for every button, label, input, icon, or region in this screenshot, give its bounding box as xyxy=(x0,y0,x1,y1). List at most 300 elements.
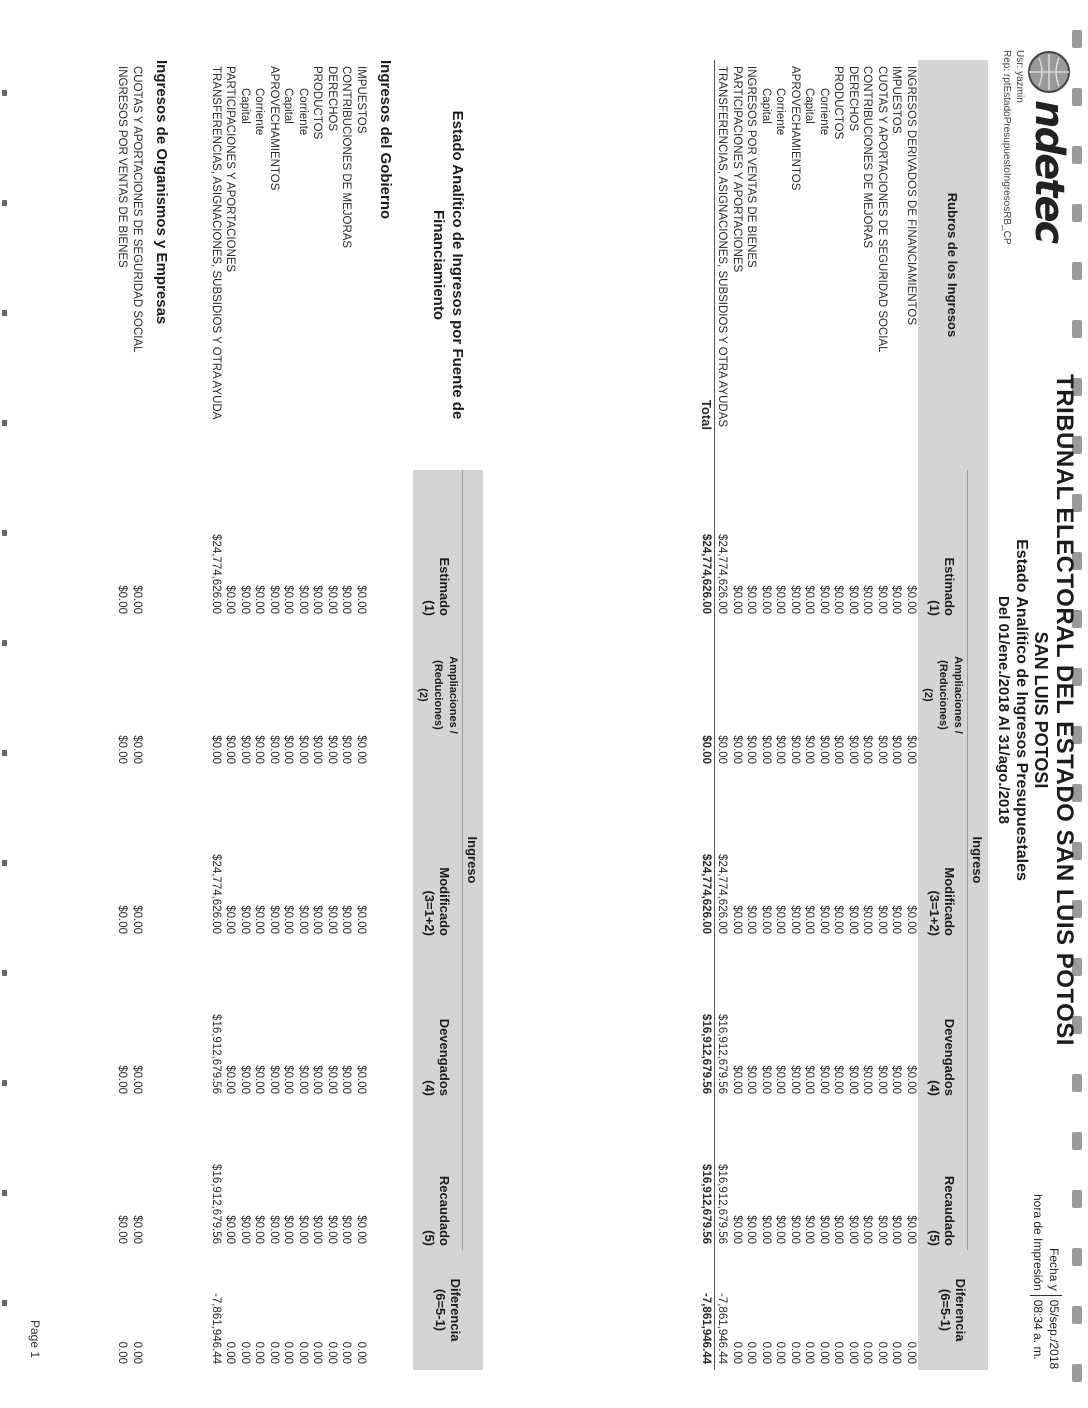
modificado-value: $0.00 xyxy=(788,905,801,934)
diferencia-value: 0.00 xyxy=(745,1341,758,1364)
modificado-value: $0.00 xyxy=(267,905,280,934)
col-modificado-formula: (3=1+2) xyxy=(927,890,943,936)
recaudado-value: $0.00 xyxy=(730,1215,743,1244)
rubro-label: Capital xyxy=(759,88,772,124)
col-recaudado xyxy=(918,1100,968,1250)
devengados-value: $0.00 xyxy=(282,1065,295,1094)
ampliaciones-value: $0.00 xyxy=(875,735,888,764)
ampliaciones-value: $0.00 xyxy=(340,735,353,764)
devengados-value: $0.00 xyxy=(774,1065,787,1094)
estimado-value: $24,774,626.00 xyxy=(209,534,222,614)
rubro-row xyxy=(904,60,919,1370)
rubro-label: PARTICIPACIONES Y APORTACIONES xyxy=(224,66,237,273)
recaudado-value: $0.00 xyxy=(340,1215,353,1244)
fuente-col-devengados xyxy=(413,940,463,1100)
col-devengados-formula: (4) xyxy=(927,1080,943,1096)
ampliaciones-value: $0.00 xyxy=(311,735,324,764)
diferencia-value: 0.00 xyxy=(846,1341,859,1364)
rubro-label: PRODUCTOS xyxy=(832,66,845,140)
rubro-label: PRODUCTOS xyxy=(311,66,324,140)
rubro-row xyxy=(860,60,875,1370)
fuente-col-modificado xyxy=(413,770,463,940)
ampliaciones-value: $0.00 xyxy=(325,735,338,764)
rubro-row xyxy=(715,60,730,1370)
rubro-label: TRANSFERENCIAS, ASIGNACIONES, SUBSIDIOS Y OTRA AYUDA xyxy=(209,66,222,420)
fuente-col-diferencia-label: Diferencia xyxy=(448,1278,463,1342)
modificado-value: $0.00 xyxy=(774,905,787,934)
fuente-col-diferencia xyxy=(413,1250,483,1370)
edge-mark xyxy=(2,420,7,426)
devengados-value: $0.00 xyxy=(116,1065,129,1094)
modificado-value: $0.00 xyxy=(730,905,743,934)
gobierno-row xyxy=(354,60,369,1370)
total-devengados: $16,912,679.56 xyxy=(699,940,715,1100)
recaudado-value: $0.00 xyxy=(282,1215,295,1244)
fuente-col-devengados-label: Devengados xyxy=(437,1018,453,1096)
recaudado-value: $0.00 xyxy=(846,1215,859,1244)
ampliaciones-value: $0.00 xyxy=(224,735,237,764)
estimado-value: $0.00 xyxy=(730,585,743,614)
modificado-value: $24,774,626.00 xyxy=(716,854,729,934)
section-gobierno-title: Ingresos del Gobierno xyxy=(377,60,394,220)
col-group-ingreso: Ingreso xyxy=(968,470,989,1250)
rubro-label: Corriente xyxy=(817,88,830,136)
modificado-value: $0.00 xyxy=(846,905,859,934)
modificado-value: $0.00 xyxy=(759,905,772,934)
ampliaciones-value: $0.00 xyxy=(774,735,787,764)
devengados-value: $0.00 xyxy=(130,1065,143,1094)
ampliaciones-value: $0.00 xyxy=(861,735,874,764)
estimado-value: $0.00 xyxy=(130,585,143,614)
scan-edge-marks xyxy=(2,0,8,1408)
rubro-row xyxy=(889,60,904,1370)
modificado-value: $0.00 xyxy=(817,905,830,934)
estimado-value: $0.00 xyxy=(238,585,251,614)
total-label: Total xyxy=(699,60,715,470)
devengados-value: $0.00 xyxy=(325,1065,338,1094)
estimado-value: $0.00 xyxy=(759,585,772,614)
recaudado-value: $0.00 xyxy=(253,1215,266,1244)
modificado-value: $0.00 xyxy=(282,905,295,934)
col-modificado-label: Modificado xyxy=(942,867,958,936)
ampliaciones-value: $0.00 xyxy=(716,735,729,764)
section-organismos-title: Ingresos de Organismos y Empresas xyxy=(153,60,170,325)
recaudado-value: $0.00 xyxy=(861,1215,874,1244)
diferencia-value: 0.00 xyxy=(875,1341,888,1364)
estimado-value: $0.00 xyxy=(846,585,859,614)
devengados-value: $0.00 xyxy=(890,1065,903,1094)
col-estimado xyxy=(918,470,968,620)
ampliaciones-value: $0.00 xyxy=(130,735,143,764)
ampliaciones-value: $0.00 xyxy=(817,735,830,764)
estimado-value: $0.00 xyxy=(817,585,830,614)
hora-label: hora de Impresión xyxy=(1030,1190,1046,1295)
recaudado-value: $0.00 xyxy=(311,1215,324,1244)
estimado-value: $0.00 xyxy=(282,585,295,614)
devengados-value: $0.00 xyxy=(861,1065,874,1094)
report-name: Estado Analítico de Ingresos Presupuestales xyxy=(1013,539,1030,881)
rubro-row xyxy=(846,60,861,1370)
logo-text: ndetec xyxy=(1026,100,1072,243)
modificado-value: $0.00 xyxy=(745,905,758,934)
diferencia-value: 0.00 xyxy=(774,1341,787,1364)
estimado-value: $0.00 xyxy=(861,585,874,614)
total-modificado: $24,774,626.00 xyxy=(699,770,715,940)
ampliaciones-value: $0.00 xyxy=(904,735,917,764)
rubro-label: APROVECHAMIENTOS xyxy=(788,66,801,191)
fuente-title: Estado Analítico de Ingresos por Fuente de Financiamiento xyxy=(413,60,483,470)
recaudado-value: $0.00 xyxy=(890,1215,903,1244)
devengados-value: $0.00 xyxy=(846,1065,859,1094)
col-recaudado-label: Recaudado xyxy=(942,1175,958,1246)
devengados-value: $0.00 xyxy=(311,1065,324,1094)
recaudado-value: $0.00 xyxy=(354,1215,367,1244)
modificado-value: $0.00 xyxy=(875,905,888,934)
rubros-table xyxy=(699,60,988,1370)
modificado-value: $0.00 xyxy=(904,905,917,934)
gobierno-row xyxy=(325,60,340,1370)
report-sheet xyxy=(10,30,1080,1400)
ampliaciones-value: $0.00 xyxy=(759,735,772,764)
recaudado-value: $0.00 xyxy=(875,1215,888,1244)
ampliaciones-value: $0.00 xyxy=(846,735,859,764)
fuente-col-estimado-label: Estimado xyxy=(437,557,453,616)
total-estimado: $24,774,626.00 xyxy=(699,470,715,620)
estimado-value: $0.00 xyxy=(253,585,266,614)
modificado-value: $0.00 xyxy=(890,905,903,934)
ampliaciones-value: $0.00 xyxy=(282,735,295,764)
estimado-value: $0.00 xyxy=(745,585,758,614)
gobierno-row xyxy=(281,60,296,1370)
col-modificado xyxy=(918,770,968,940)
rubro-label: APROVECHAMIENTOS xyxy=(267,66,280,191)
diferencia-value: 0.00 xyxy=(311,1341,324,1364)
edge-mark xyxy=(2,200,7,206)
rubro-label: PARTICIPACIONES Y APORTACIONES xyxy=(730,66,743,273)
header-left xyxy=(1000,50,1072,310)
ampliaciones-value: $0.00 xyxy=(253,735,266,764)
devengados-value: $0.00 xyxy=(788,1065,801,1094)
col-diferencia xyxy=(918,1250,988,1370)
devengados-value: $0.00 xyxy=(340,1065,353,1094)
ampliaciones-value: $0.00 xyxy=(832,735,845,764)
diferencia-value: 0.00 xyxy=(325,1341,338,1364)
recaudado-value: $0.00 xyxy=(817,1215,830,1244)
rubro-label: DERECHOS xyxy=(846,66,859,132)
recaudado-value: $16,912,679.56 xyxy=(209,1164,222,1244)
logo xyxy=(1026,50,1072,310)
devengados-value: $0.00 xyxy=(224,1065,237,1094)
devengados-value: $0.00 xyxy=(832,1065,845,1094)
edge-mark xyxy=(2,310,7,316)
rubros-table-header xyxy=(918,60,988,1370)
diferencia-value: -7,861,946.44 xyxy=(716,1293,729,1364)
edge-mark xyxy=(2,750,7,756)
rubro-label: INGRESOS POR VENTAS DE BIENES xyxy=(116,66,129,268)
gobierno-row xyxy=(267,60,282,1370)
recaudado-value: $0.00 xyxy=(803,1215,816,1244)
estimado-value: $0.00 xyxy=(832,585,845,614)
devengados-value: $16,912,679.56 xyxy=(716,1014,729,1094)
rubro-row xyxy=(802,60,817,1370)
modificado-value: $0.00 xyxy=(340,905,353,934)
diferencia-value: 0.00 xyxy=(296,1341,309,1364)
diferencia-value: 0.00 xyxy=(116,1341,129,1364)
fuente-col-estimado xyxy=(413,470,463,620)
total-ampliaciones: $0.00 xyxy=(699,620,715,770)
estimado-value: $0.00 xyxy=(116,585,129,614)
report-id-line: Rep: rptEstadoPresupuestoIngresosRB_CP xyxy=(1001,50,1012,245)
col-estimado-label: Estimado xyxy=(942,557,958,616)
devengados-value: $0.00 xyxy=(296,1065,309,1094)
rubro-label: Capital xyxy=(238,88,251,124)
gobierno-row xyxy=(209,60,224,1370)
fuente-col-modificado-formula: (3=1+2) xyxy=(422,890,438,936)
devengados-value: $0.00 xyxy=(803,1065,816,1094)
diferencia-value: 0.00 xyxy=(803,1341,816,1364)
recaudado-value: $0.00 xyxy=(296,1215,309,1244)
recaudado-value: $0.00 xyxy=(774,1215,787,1244)
report-period: Del 01/ene./2018 Al 31/ago./2018 xyxy=(995,596,1012,824)
diferencia-value: -7,861,946.44 xyxy=(209,1293,222,1364)
devengados-value: $0.00 xyxy=(745,1065,758,1094)
user-line: Usr: yazmin xyxy=(1014,50,1025,103)
col-ampliaciones-label: Ampliaciones / (Reduciones) xyxy=(937,656,964,734)
col-rubros: Rubros de los Ingresos xyxy=(918,60,988,470)
recaudado-value: $0.00 xyxy=(832,1215,845,1244)
ampliaciones-value: $0.00 xyxy=(116,735,129,764)
devengados-value: $0.00 xyxy=(354,1065,367,1094)
gobierno-row xyxy=(310,60,325,1370)
estimado-value: $0.00 xyxy=(354,585,367,614)
recaudado-value: $0.00 xyxy=(116,1215,129,1244)
diferencia-value: 0.00 xyxy=(238,1341,251,1364)
recaudado-value: $0.00 xyxy=(130,1215,143,1244)
diferencia-value: 0.00 xyxy=(224,1341,237,1364)
estimado-value: $0.00 xyxy=(904,585,917,614)
estimado-value: $0.00 xyxy=(311,585,324,614)
col-devengados xyxy=(918,940,968,1100)
col-ampliaciones-formula: (2) xyxy=(922,688,934,702)
diferencia-value: 0.00 xyxy=(730,1341,743,1364)
rubro-label: Corriente xyxy=(253,88,266,136)
fuente-col-devengados-formula: (4) xyxy=(422,1080,438,1096)
edge-mark xyxy=(2,1300,7,1306)
rubro-label: Capital xyxy=(803,88,816,124)
diferencia-value: 0.00 xyxy=(253,1341,266,1364)
diferencia-value: 0.00 xyxy=(130,1341,143,1364)
estimado-value: $0.00 xyxy=(340,585,353,614)
hora-value: 08:34 a. m. xyxy=(1031,1299,1045,1360)
recaudado-value: $0.00 xyxy=(267,1215,280,1244)
recaudado-value: $0.00 xyxy=(759,1215,772,1244)
gobierno-table xyxy=(209,60,369,1370)
organismos-row xyxy=(115,60,130,1370)
recaudado-value: $0.00 xyxy=(238,1215,251,1244)
fuente-col-recaudado-formula: (5) xyxy=(422,1230,438,1246)
rubro-row xyxy=(788,60,803,1370)
rubro-label: DERECHOS xyxy=(325,66,338,132)
gobierno-table-body xyxy=(209,60,369,1370)
rubro-label: TRANSFERENCIAS, ASIGNACIONES, SUBSIDIOS Y OTRA AYUDAS xyxy=(716,66,729,428)
recaudado-value: $16,912,679.56 xyxy=(716,1164,729,1244)
header-titles xyxy=(994,360,1078,1060)
fuente-col-diferencia-formula: (6=5-1) xyxy=(433,1288,448,1332)
estimado-value: $0.00 xyxy=(788,585,801,614)
diferencia-value: 0.00 xyxy=(832,1341,845,1364)
fuente-table xyxy=(413,60,483,1370)
devengados-value: $0.00 xyxy=(817,1065,830,1094)
rubro-label: CUOTAS Y APORTACIONES DE SEGURIDAD SOCIAL xyxy=(875,66,888,353)
estimado-value: $0.00 xyxy=(325,585,338,614)
estimado-value: $0.00 xyxy=(803,585,816,614)
diferencia-value: 0.00 xyxy=(759,1341,772,1364)
fuente-col-estimado-formula: (1) xyxy=(422,600,438,616)
estimado-value: $24,774,626.00 xyxy=(716,534,729,614)
estimado-value: $0.00 xyxy=(890,585,903,614)
diferencia-value: 0.00 xyxy=(354,1341,367,1364)
fuente-col-ampliaciones-label: Ampliaciones / (Reduciones) xyxy=(432,656,459,734)
estimado-value: $0.00 xyxy=(224,585,237,614)
diferencia-value: 0.00 xyxy=(788,1341,801,1364)
rubro-row xyxy=(730,60,745,1370)
fecha-value: 05/sep./2018 xyxy=(1047,1299,1061,1370)
modificado-value: $0.00 xyxy=(130,905,143,934)
diferencia-value: 0.00 xyxy=(817,1341,830,1364)
devengados-value: $0.00 xyxy=(730,1065,743,1094)
ampliaciones-value: $0.00 xyxy=(803,735,816,764)
rubro-row xyxy=(831,60,846,1370)
modificado-value: $0.00 xyxy=(238,905,251,934)
fuente-col-modificado-label: Modificado xyxy=(437,867,453,936)
total-diferencia: -7,861,946.44 xyxy=(699,1250,715,1370)
estimado-value: $0.00 xyxy=(774,585,787,614)
rubro-label: IMPUESTOS xyxy=(890,66,903,134)
rubro-label: IMPUESTOS xyxy=(354,66,367,134)
ampliaciones-value: $0.00 xyxy=(788,735,801,764)
recaudado-value: $0.00 xyxy=(904,1215,917,1244)
ampliaciones-value: $0.00 xyxy=(745,735,758,764)
modificado-value: $0.00 xyxy=(311,905,324,934)
rubro-label: INGRESOS POR VENTAS DE BIENES xyxy=(745,66,758,268)
estimado-value: $0.00 xyxy=(267,585,280,614)
organismos-table-body xyxy=(115,60,144,1370)
modificado-value: $0.00 xyxy=(253,905,266,934)
modificado-value: $0.00 xyxy=(354,905,367,934)
rubro-label: CUOTAS Y APORTACIONES DE SEGURIDAD SOCIAL xyxy=(130,66,143,353)
gobierno-row xyxy=(296,60,311,1370)
estimado-value: $0.00 xyxy=(875,585,888,614)
modificado-value: $0.00 xyxy=(803,905,816,934)
devengados-value: $0.00 xyxy=(238,1065,251,1094)
col-diferencia-formula: (6=5-1) xyxy=(938,1288,953,1332)
ampliaciones-value: $0.00 xyxy=(730,735,743,764)
ampliaciones-value: $0.00 xyxy=(238,735,251,764)
rubro-label: Capital xyxy=(282,88,295,124)
devengados-value: $0.00 xyxy=(875,1065,888,1094)
ampliaciones-value: $0.00 xyxy=(296,735,309,764)
devengados-value: $16,912,679.56 xyxy=(209,1014,222,1094)
rubros-table-total xyxy=(699,60,715,1370)
edge-mark xyxy=(2,1080,7,1086)
gobierno-row xyxy=(238,60,253,1370)
globe-logo-icon xyxy=(1027,50,1071,94)
devengados-value: $0.00 xyxy=(904,1065,917,1094)
ampliaciones-value: $0.00 xyxy=(890,735,903,764)
rubro-row xyxy=(759,60,774,1370)
rubro-row xyxy=(817,60,832,1370)
modificado-value: $24,774,626.00 xyxy=(209,854,222,934)
modificado-value: $0.00 xyxy=(861,905,874,934)
devengados-value: $0.00 xyxy=(267,1065,280,1094)
edge-mark xyxy=(2,640,7,646)
ampliaciones-value: $0.00 xyxy=(354,735,367,764)
rubros-table-body xyxy=(715,60,919,1370)
col-recaudado-formula: (5) xyxy=(927,1230,943,1246)
print-info xyxy=(1030,1190,1062,1390)
modificado-value: $0.00 xyxy=(224,905,237,934)
gobierno-row xyxy=(339,60,354,1370)
page-number: Page 1 xyxy=(28,1320,42,1359)
diferencia-value: 0.00 xyxy=(340,1341,353,1364)
fuente-col-ampliaciones-formula: (2) xyxy=(417,688,429,702)
devengados-value: $0.00 xyxy=(759,1065,772,1094)
recaudado-value: $0.00 xyxy=(325,1215,338,1244)
diferencia-value: 0.00 xyxy=(904,1341,917,1364)
total-recaudado: $16,912,679.56 xyxy=(699,1100,715,1250)
diferencia-value: 0.00 xyxy=(890,1341,903,1364)
ampliaciones-value: $0.00 xyxy=(209,735,222,764)
edge-mark xyxy=(2,860,7,866)
modificado-value: $0.00 xyxy=(116,905,129,934)
rubro-label: Corriente xyxy=(774,88,787,136)
recaudado-value: $0.00 xyxy=(788,1215,801,1244)
edge-mark xyxy=(2,530,7,536)
rubro-label: CONTRIBUCIONES DE MEJORAS xyxy=(340,66,353,249)
diferencia-value: 0.00 xyxy=(861,1341,874,1364)
fuente-col-recaudado xyxy=(413,1100,463,1250)
rubro-row xyxy=(744,60,759,1370)
fuente-col-recaudado-label: Recaudado xyxy=(437,1175,453,1246)
gobierno-row xyxy=(252,60,267,1370)
recaudado-value: $0.00 xyxy=(224,1215,237,1244)
edge-mark xyxy=(2,90,7,96)
ampliaciones-value: $0.00 xyxy=(267,735,280,764)
col-diferencia-label: Diferencia xyxy=(953,1278,968,1342)
modificado-value: $0.00 xyxy=(832,905,845,934)
diferencia-value: 0.00 xyxy=(267,1341,280,1364)
modificado-value: $0.00 xyxy=(296,905,309,934)
fecha-label: Fecha y xyxy=(1046,1190,1062,1295)
col-devengados-label: Devengados xyxy=(942,1018,958,1096)
col-ampliaciones xyxy=(918,620,968,770)
modificado-value: $0.00 xyxy=(325,905,338,934)
estimado-value: $0.00 xyxy=(296,585,309,614)
gobierno-row xyxy=(223,60,238,1370)
col-estimado-formula: (1) xyxy=(927,600,943,616)
rubro-label: INGRESOS DERIVADOS DE FINANCIAMIENTOS xyxy=(904,66,917,326)
recaudado-value: $0.00 xyxy=(745,1215,758,1244)
organismos-row xyxy=(130,60,145,1370)
page-subtitle: SAN LUIS POTOSI xyxy=(1031,631,1051,789)
rubro-row xyxy=(773,60,788,1370)
page-title: TRIBUNAL ELECTORAL DEL ESTADO SAN LUIS POTOSI xyxy=(1051,374,1078,1046)
devengados-value: $0.00 xyxy=(253,1065,266,1094)
diferencia-value: 0.00 xyxy=(282,1341,295,1364)
print-info-table xyxy=(1030,1190,1062,1373)
rubro-row xyxy=(875,60,890,1370)
fuente-col-ampliaciones xyxy=(413,620,463,770)
